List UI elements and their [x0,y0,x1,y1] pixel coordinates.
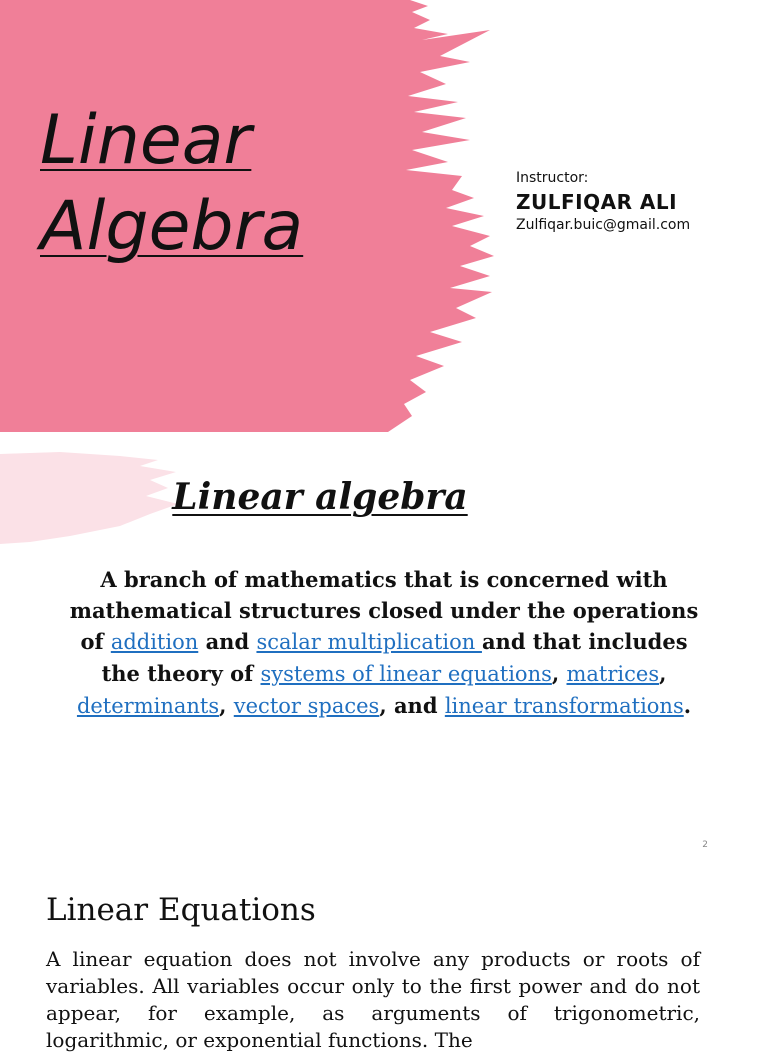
link-linear-transformations[interactable]: linear transformations [444,694,684,718]
course-title-line1: Linear [40,101,252,180]
body-paragraph: A linear equation does not involve any products or roots of variables. All variables occur only to the first power and do not appear, for example, as arguments of trigonometric, logarithmic, or exponential functions. The [46,947,700,1052]
instructor-label: Instructor: [516,170,589,186]
text-segment: and [198,629,257,654]
text-segment: , [219,693,234,718]
text-segment: , [659,661,667,686]
link-determinants[interactable]: determinants [76,694,220,718]
slide-title: Linear Equations [46,892,316,928]
title-slide [0,0,768,432]
instructor-name: ZULFIQAR ALI [516,190,678,214]
page-number: 2 [702,840,708,850]
link-vector-spaces[interactable]: vector spaces [233,694,380,718]
course-title [40,98,303,270]
link-systems-of-linear-equations[interactable]: systems of linear equations [260,662,552,686]
text-segment: , and [379,693,445,718]
linear-equations-slide [0,864,768,1052]
instructor-email: Zulfiqar.buic@gmail.com [516,217,691,233]
definition-paragraph [60,564,708,722]
link-scalar-multiplication[interactable]: scalar multiplication [256,630,482,654]
course-title-line2: Algebra [40,187,304,266]
text-segment: . [683,693,692,718]
text-segment: A branch of mathematics that is concerned with mathematical structures closed under the operations of [69,567,699,654]
link-matrices[interactable]: matrices [566,662,660,686]
definition-slide [0,432,768,864]
link-addition[interactable]: addition [110,630,199,654]
text-segment: , [551,661,567,686]
slide-title: Linear algebra [172,476,468,518]
text-segment: and that includes the theory of [101,629,688,686]
